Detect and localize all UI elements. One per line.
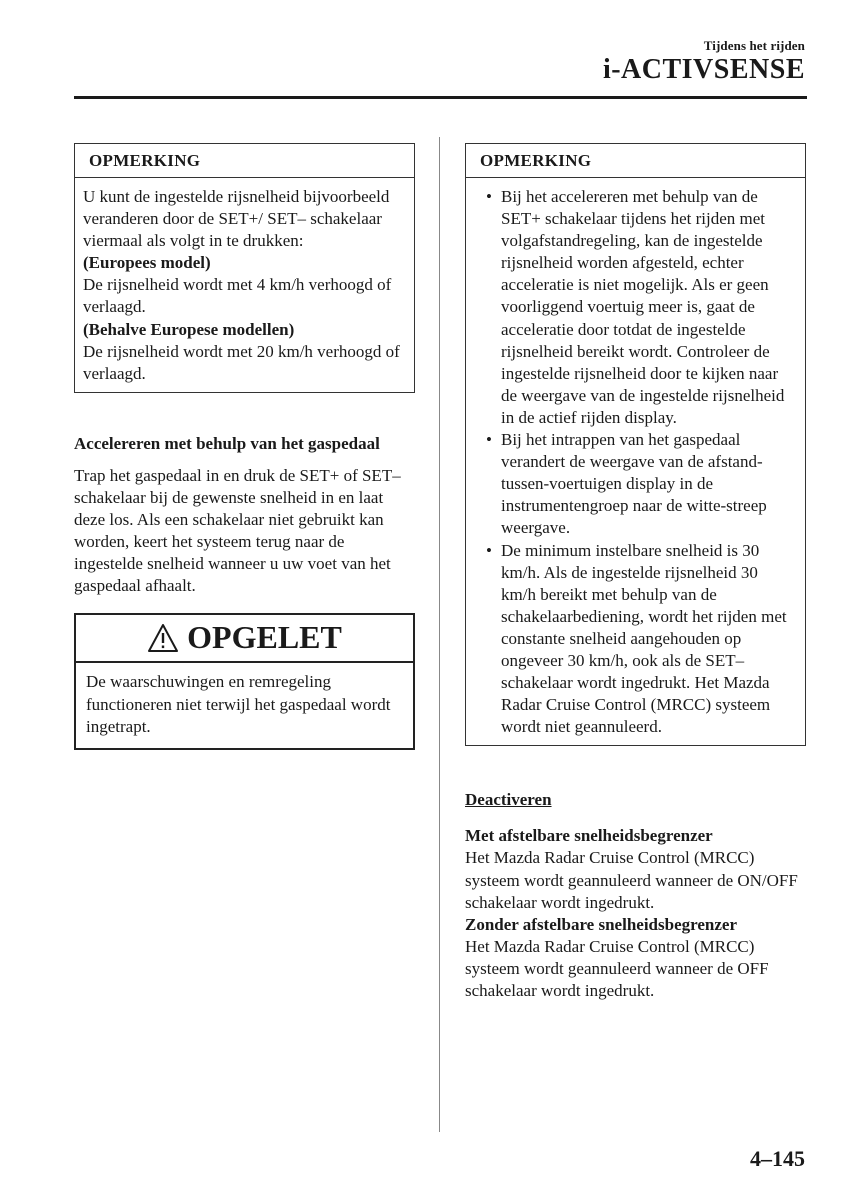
section-heading: Accelereren met behulp van het gaspedaal <box>74 433 380 453</box>
note-bullet-item: • Bij het accelereren met behulp van de SET+ schakelaar tijdens het rijden met volgafstandregeling, kan de ingestelde rijsnelheid worden afgesteld, echter acceleratie is niet mogelijk. Als er geen voorliggend voertuig meer is, gaat de acceleratie door totdat de ingestelde rijsnelheid bereikt wordt. Controleer de ingestelde rijsnelheid door te kijken naar de weergave van de ingestelde rijsnelheid in de actief rijden display. <box>474 186 797 429</box>
caution-box <box>74 613 415 749</box>
caution-body: De waarschuwingen en remregeling functioneren niet terwijl het gaspedaal wordt ingetrapt. <box>86 672 391 736</box>
note-heading: OPMERKING <box>466 144 805 178</box>
without-limiter-label: Zonder afstelbare snelheidsbegrenzer <box>465 914 737 934</box>
note-intro: U kunt de ingestelde rijsnelheid bijvoorbeeld veranderen door de SET+/ SET– schakelaar viermaal als volgt in te drukken: <box>83 187 390 251</box>
right-column <box>465 143 806 1002</box>
note-heading: OPMERKING <box>75 144 414 178</box>
page-number: 4–145 <box>750 1146 805 1171</box>
warning-triangle-icon <box>147 623 179 653</box>
note-bullet-item: • De minimum instelbare snelheid is 30 km/h. Als de ingestelde rijsnelheid 30 km/h bereikt met behulp van de schakelaarbediening, wordt het rijden met constante snelheid aangehouden op ongeveer 30 km/h, ook als de SET– schakelaar wordt ingedrukt. Het Mazda Radar Cruise Control (MRCC) systeem wordt niet geannuleerd. <box>474 540 797 739</box>
deactivate-heading: Deactiveren <box>465 790 552 810</box>
caution-header <box>76 615 413 663</box>
note-body <box>75 178 414 392</box>
header-rule <box>74 96 807 99</box>
without-limiter-text: Het Mazda Radar Cruise Control (MRCC) systeem wordt geannuleerd wanneer de OFF schakelaar wordt ingedrukt. <box>465 936 769 1000</box>
left-column <box>74 143 415 750</box>
model-label-non-european: (Behalve Europese modellen) <box>83 319 295 339</box>
model-text-european: De rijsnelheid wordt met 4 km/h verhoogd of verlaagd. <box>83 275 392 317</box>
deactivate-body <box>465 825 806 1002</box>
chapter-title: i-ACTIVSENSE <box>602 54 805 85</box>
section-body <box>74 465 415 598</box>
note-box <box>74 143 415 393</box>
note-body <box>466 178 805 745</box>
note-box <box>465 143 806 746</box>
column-divider <box>439 137 440 1132</box>
section-paragraph: Trap het gaspedaal in en druk de SET+ of SET– schakelaar bij de gewenste snelheid in en laat deze los. Als een schakelaar niet gebruikt kan worden, keert het systeem terug naar de ingestelde snelheid wanneer u uw voet van het gaspedaal afhaalt. <box>74 465 401 596</box>
with-limiter-label: Met afstelbare snelheidsbegrenzer <box>465 826 713 846</box>
model-label-european: (Europees model) <box>83 253 211 273</box>
note-bullet-item: • Bij het intrappen van het gaspedaal verandert de weergave van de afstand-tussen-voertuigen display in de instrumentengroep naar de witte-streep weergave. <box>474 429 797 539</box>
caution-heading: OPGELET <box>187 619 342 656</box>
running-header: Tijdens het rijden <box>703 38 805 53</box>
with-limiter-text: Het Mazda Radar Cruise Control (MRCC) systeem wordt geannuleerd wanneer de ON/OFF schakelaar wordt ingedrukt. <box>465 848 798 912</box>
model-text-non-european: De rijsnelheid wordt met 20 km/h verhoogd of verlaagd. <box>83 341 400 383</box>
note-bullet-list <box>474 186 797 738</box>
